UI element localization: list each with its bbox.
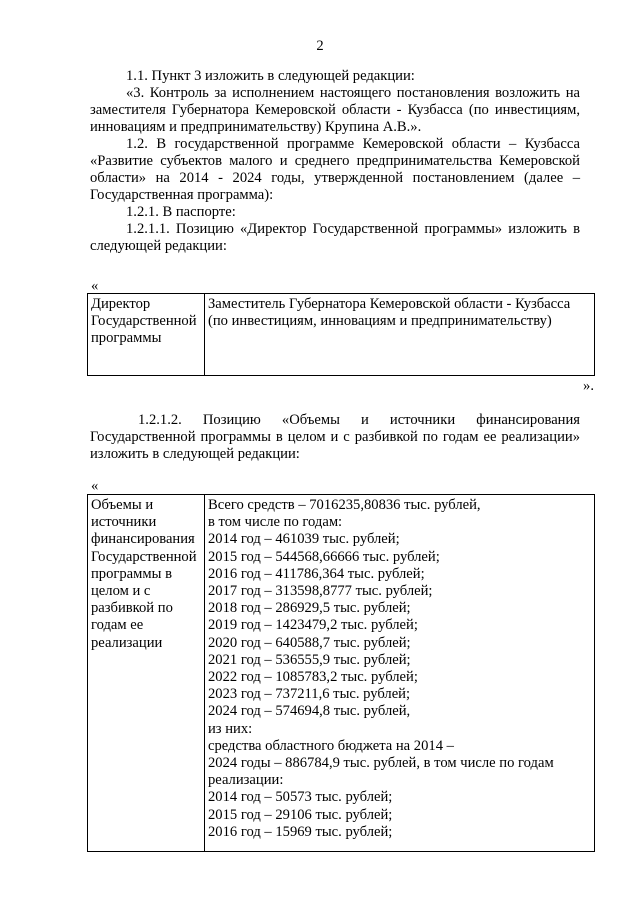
paragraph-quote-3: «3. Контроль за исполнением настоящего постановления возложить на заместителя Губернатора Кемеровской области - Кузбасса (по инвестициям, инновациям и предпринимательству) Крупина А.В.». bbox=[90, 85, 580, 135]
financing-line: 2014 год – 50573 тыс. рублей; bbox=[208, 789, 393, 806]
paragraph-1-2: 1.2. В государственной программе Кемеровской области – Кузбасса «Развитие субъектов малого и среднего предпринимательства Кемеровской области» на 2014 - 2024 годы, утвержденной постановлением (далее – Государственная программа): bbox=[90, 136, 580, 203]
financing-line: 2019 год – 1423479,2 тыс. рублей; bbox=[208, 617, 418, 634]
director-label-line: Директор bbox=[91, 296, 151, 312]
financing-line: 2016 год – 15969 тыс. рублей; bbox=[208, 823, 393, 840]
financing-label-line: источники bbox=[91, 514, 157, 531]
financing-line: из них: bbox=[208, 720, 253, 737]
financing-label-line: реализации bbox=[91, 634, 163, 651]
director-table bbox=[87, 293, 595, 376]
financing-line: 2016 год – 411786,364 тыс. рублей; bbox=[208, 565, 425, 582]
financing-line: 2024 год – 574694,8 тыс. рублей, bbox=[208, 703, 411, 720]
financing-line: в том числе по годам: bbox=[208, 514, 343, 531]
director-label-line: программы bbox=[91, 330, 162, 347]
financing-label-line: Объемы и bbox=[91, 497, 154, 513]
paragraph-1-1: 1.1. Пункт 3 изложить в следующей редакции: bbox=[126, 68, 415, 84]
financing-line: 2015 год – 544568,66666 тыс. рублей; bbox=[208, 548, 440, 565]
financing-line: 2017 год – 313598,8777 тыс. рублей; bbox=[208, 583, 433, 600]
financing-label-line: Государственной bbox=[91, 548, 197, 565]
paragraph-block-2 bbox=[90, 412, 580, 463]
financing-line: реализации: bbox=[208, 772, 284, 789]
paragraph-1-2-1-1: 1.2.1.1. Позицию «Директор Государственной программы» изложить в следующей редакции: bbox=[90, 221, 580, 254]
document-body bbox=[90, 68, 580, 255]
opening-quote-2: « bbox=[91, 478, 99, 494]
financing-line: 2021 год – 536555,9 тыс. рублей; bbox=[208, 651, 411, 668]
director-value-cell: Заместитель Губернатора Кемеровской области - Кузбасса (по инвестициям, инновациям и предпринимательству) bbox=[205, 294, 595, 376]
financing-label-line: разбивкой по bbox=[91, 600, 173, 617]
financing-line: 2022 год – 1085783,2 тыс. рублей; bbox=[208, 669, 418, 686]
financing-table bbox=[87, 494, 595, 852]
financing-line: 2015 год – 29106 тыс. рублей; bbox=[208, 806, 393, 823]
financing-line: 2023 год – 737211,6 тыс. рублей; bbox=[208, 686, 411, 703]
financing-line: 2024 годы – 886784,9 тыс. рублей, в том числе по годам bbox=[208, 755, 554, 772]
financing-label-cell bbox=[88, 495, 205, 852]
paragraph-1-2-1: 1.2.1. В паспорте: bbox=[126, 204, 236, 220]
financing-label-line: программы в bbox=[91, 565, 172, 582]
financing-value-cell bbox=[205, 495, 595, 852]
financing-label-line: финансирования bbox=[91, 531, 195, 548]
financing-line: Всего средств – 7016235,80836 тыс. рублей, bbox=[208, 497, 481, 513]
page-number: 2 bbox=[316, 38, 324, 54]
financing-line: средства областного бюджета на 2014 – bbox=[208, 737, 454, 754]
financing-label-line: целом и с bbox=[91, 583, 151, 600]
financing-line: 2018 год – 286929,5 тыс. рублей; bbox=[208, 600, 411, 617]
director-label-line: Государственной bbox=[91, 313, 197, 330]
financing-line: 2020 год – 640588,7 тыс. рублей; bbox=[208, 634, 411, 651]
financing-label-line: годам ее bbox=[91, 617, 144, 634]
opening-quote-1: « bbox=[91, 278, 99, 294]
financing-line: 2014 год – 461039 тыс. рублей; bbox=[208, 531, 400, 548]
closing-quote-1: ». bbox=[583, 378, 594, 394]
director-label-cell bbox=[88, 294, 205, 376]
paragraph-1-2-1-2: 1.2.1.2. Позицию «Объемы и источники финансирования Государственной программы в целом и с разбивкой по годам ее реализации» изложить в следующей редакции: bbox=[90, 412, 580, 462]
